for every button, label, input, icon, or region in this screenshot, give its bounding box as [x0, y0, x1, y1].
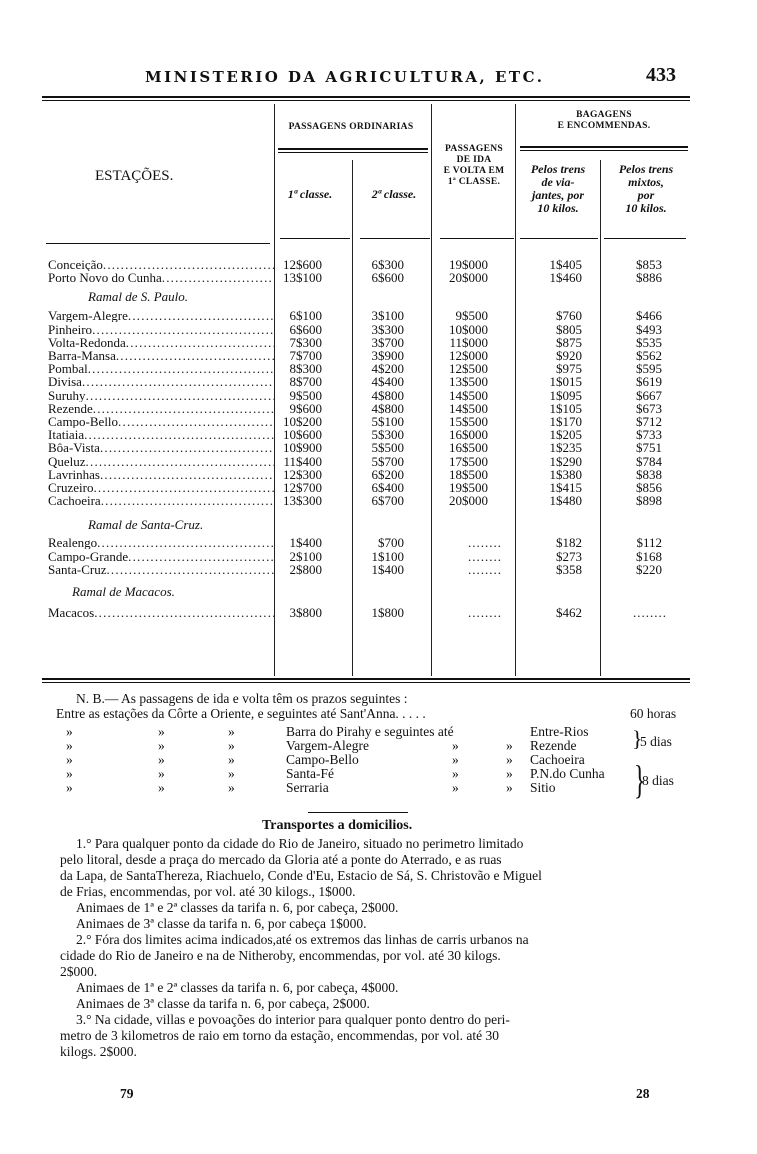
fare-cell-c3: 14$500 — [449, 387, 488, 403]
leader-dots — [106, 563, 274, 576]
header-passenger-trains — [515, 163, 601, 215]
term-8-dias: 8 dias — [642, 773, 674, 788]
route-to: P.N.do Cunha — [530, 766, 605, 781]
leader-dots — [86, 455, 274, 468]
table-row — [0, 468, 757, 481]
fare-cell-c2: 1$800 — [371, 605, 404, 620]
station-label: Vargem-Alegre — [48, 309, 128, 323]
table-row — [0, 455, 757, 468]
ditto-mark: » — [158, 738, 165, 753]
p2-line-2: cidade do Rio de Janeiro e na de Nitheroby, encommendas, por vol. até 30 kilogs. — [60, 948, 501, 963]
fare-cell-c1: 12$700 — [283, 480, 322, 495]
station-name — [48, 309, 274, 322]
header-ordinary-passages: PASSAGENS ORDINARIAS — [288, 122, 414, 132]
fare-cell-c2: 4$200 — [371, 361, 404, 377]
station-label: Macacos — [48, 606, 95, 619]
table-bottom-rule-thin — [42, 682, 690, 683]
station-name — [48, 468, 274, 481]
ditto-mark: » — [158, 752, 165, 767]
fare-cell-c5: $493 — [636, 321, 662, 337]
fare-cell-c3: 19$500 — [449, 480, 488, 495]
fare-cell-c5: $535 — [636, 334, 662, 350]
station-name — [48, 362, 274, 375]
fare-cell-c2: 5$500 — [371, 440, 404, 456]
fare-cell-c3: 19$000 — [449, 257, 488, 272]
fare-cell-c4: $975 — [556, 361, 582, 377]
section-title: Ramal de Santa-Cruz. — [88, 517, 204, 533]
section-title: Ramal de S. Paulo. — [88, 289, 189, 305]
fare-cell-c1: 12$600 — [283, 257, 322, 272]
table-row — [0, 271, 757, 284]
station-label: Barra-Mansa — [48, 349, 116, 362]
fare-cell-c3: 14$500 — [449, 400, 488, 416]
fare-cell-c3: 16$000 — [449, 427, 488, 443]
fare-cell-c2: 6$300 — [371, 257, 404, 272]
fare-cell-c2: 6$200 — [371, 466, 404, 482]
station-label: Divisa — [48, 375, 82, 389]
ditto-mark: » — [452, 766, 459, 781]
header-return-line1: PASSAGENS — [445, 144, 503, 154]
leader-dots — [82, 375, 274, 388]
station-label: Pinheiro — [48, 322, 93, 336]
fare-cell-c2: 3$100 — [371, 308, 404, 324]
fare-cell-c2: 6$700 — [371, 493, 404, 509]
leader-dots — [86, 389, 274, 402]
ordinary-rule-thin — [278, 152, 428, 153]
station-label: Itatiaia — [48, 428, 85, 442]
fare-cell-c1: 10$600 — [283, 427, 322, 443]
footer-signature-left: 79 — [120, 1086, 134, 1101]
station-name — [48, 481, 274, 494]
ditto-mark: » — [158, 766, 165, 781]
leader-dots — [128, 309, 274, 322]
fare-cell-c3: ........ — [468, 535, 502, 551]
fare-cell-c4: 1$480 — [549, 493, 582, 509]
ditto-mark: » — [506, 780, 513, 795]
p3-line-1: 3.° Na cidade, villas e povoações do interior para qualquer ponto dentro do peri- — [76, 1012, 510, 1027]
station-name — [48, 323, 274, 336]
station-name — [48, 606, 274, 619]
fare-cell-c3: ........ — [468, 548, 502, 564]
p1-line-3: da Lapa, de SantaThereza, Riachuelo, Conde d'Eu, Estacio de Sá, S. Christovão e Miguel — [60, 868, 542, 883]
fare-cell-c5: $733 — [636, 427, 662, 443]
fare-cell-c5: $853 — [636, 257, 662, 272]
header-return-passages — [432, 144, 516, 188]
fare-cell-c2: 3$900 — [371, 348, 404, 363]
fare-cell-c3: 20$000 — [449, 270, 488, 286]
fare-cell-c1: 2$100 — [289, 548, 322, 564]
fare-cell-c2: $700 — [378, 535, 404, 551]
table-row — [0, 375, 757, 388]
leader-dots — [116, 349, 274, 362]
table-row — [0, 402, 757, 415]
fare-cell-c4: 1$170 — [549, 414, 582, 429]
table-row — [0, 481, 757, 494]
note-line1: Entre as estações da Côrte a Oriente, e seguintes até Sant'Anna. . . . . — [56, 706, 426, 721]
fare-cell-c5: $751 — [636, 440, 662, 456]
leader-dots — [100, 441, 274, 454]
leader-dots — [101, 494, 274, 507]
station-name — [48, 271, 274, 284]
fare-cell-c5: $898 — [636, 493, 662, 509]
station-label: Queluz — [48, 454, 86, 468]
table-row — [0, 362, 757, 375]
table-row — [0, 336, 757, 349]
header-second-class: 2ª classe. — [371, 187, 417, 201]
baggage-rule-thin — [520, 150, 688, 151]
ditto-mark: » — [158, 780, 165, 795]
fare-cell-c4: 1$415 — [549, 480, 582, 495]
fare-cell-c4: 1$380 — [549, 466, 582, 482]
leader-dots — [92, 323, 274, 336]
leader-dots — [128, 550, 274, 563]
header-mt-line4: 10 kilos. — [625, 201, 667, 215]
table-row — [0, 389, 757, 402]
fare-cell-c5: $886 — [636, 270, 662, 286]
fare-cell-c4: 1$460 — [549, 270, 582, 286]
ditto-mark: » — [158, 724, 165, 739]
station-label: Pombal — [48, 362, 88, 376]
header-pt-line3: jantes, por — [531, 188, 584, 202]
term-5-dias: 5 dias — [640, 734, 672, 749]
fare-cell-c5: $220 — [636, 561, 662, 577]
fare-cell-c3: 9$500 — [455, 308, 488, 324]
table-row — [0, 309, 757, 322]
fare-cell-c4: 1$405 — [549, 257, 582, 272]
table-row — [0, 606, 757, 619]
fare-cell-c2: 3$700 — [371, 334, 404, 350]
station-name — [48, 375, 274, 388]
ditto-mark: » — [66, 780, 73, 795]
fare-cell-c2: 4$800 — [371, 400, 404, 416]
fare-cell-c2: 4$800 — [371, 387, 404, 403]
header-baggage — [518, 110, 690, 132]
station-label: Bôa-Vista — [48, 441, 100, 455]
station-name — [48, 336, 274, 349]
fare-cell-c1: 6$100 — [289, 308, 322, 324]
station-label: Cruzeiro — [48, 481, 94, 494]
header-baggage-line1: BAGAGENS — [576, 110, 632, 120]
col-rule-stations — [46, 243, 270, 244]
fare-cell-c1: 8$700 — [289, 374, 322, 390]
fare-cell-c3: 12$000 — [449, 348, 488, 363]
fare-cell-c2: 3$300 — [371, 321, 404, 337]
station-name — [48, 415, 274, 428]
fare-cell-c5: $466 — [636, 308, 662, 324]
table-row — [0, 349, 757, 362]
leader-dots — [118, 415, 274, 428]
leader-dots — [88, 362, 274, 375]
fare-cell-c1: 8$300 — [289, 361, 322, 377]
station-label: Lavrinhas — [48, 467, 100, 481]
fare-cell-c5: $168 — [636, 548, 662, 564]
fare-cell-c4: 1$235 — [549, 440, 582, 456]
fare-cell-c4: 1$205 — [549, 427, 582, 443]
table-row — [0, 536, 757, 549]
station-name — [48, 349, 274, 362]
ditto-mark: » — [228, 738, 235, 753]
fare-cell-c1: 10$200 — [283, 414, 322, 429]
fare-cell-c3: 18$500 — [449, 466, 488, 482]
col-rule-3 — [440, 238, 514, 239]
p1-animals-1: Animaes de 1ª e 2ª classes da tarifa n. 6, por cabeça, 2$000. — [76, 900, 399, 915]
fare-cell-c1: 9$600 — [289, 400, 322, 416]
table-row — [0, 415, 757, 428]
top-rule-thick — [42, 96, 690, 98]
leader-dots — [93, 481, 274, 494]
p2-line-1: 2.° Fóra dos limites acima indicados,até os extremos das linhas de carris urbanos na — [76, 932, 529, 947]
header-mixed-trains — [603, 163, 689, 215]
station-name — [48, 258, 274, 271]
station-label: Rezende — [48, 401, 93, 415]
station-label: Volta-Redonda — [48, 335, 126, 349]
fare-cell-c4: $875 — [556, 334, 582, 350]
station-name — [48, 494, 274, 507]
station-name — [48, 441, 274, 454]
fare-cell-c5: $619 — [636, 374, 662, 390]
p3-line-2: metro de 3 kilometros de raio em torno da estação, encommendas, por vol. até 30 — [60, 1028, 499, 1043]
col-rule-5 — [604, 238, 686, 239]
note-intro: N. B.— As passagens de ida e volta têm os prazos seguintes : — [76, 691, 408, 706]
fare-cell-c3: 17$500 — [449, 453, 488, 469]
station-label: Santa-Cruz — [48, 562, 107, 576]
header-return-line4: 1ª CLASSE. — [447, 177, 501, 187]
fare-cell-c3: ........ — [468, 605, 502, 620]
header-baggage-line2: E ENCOMMENDAS. — [557, 121, 651, 131]
brace-5-dias: } — [632, 726, 643, 751]
fare-cell-c1: 7$300 — [289, 334, 322, 350]
fare-cell-c4: 1$015 — [549, 374, 582, 390]
station-label: Conceição — [48, 258, 103, 271]
table-row — [0, 494, 757, 507]
baggage-rule — [520, 146, 688, 148]
route-from: Santa-Fé — [286, 766, 334, 781]
leader-dots — [100, 468, 274, 481]
p2-animals-2: Animaes de 3ª classe da tarifa n. 6, por cabeça, 2$000. — [76, 996, 370, 1011]
brace-8-dias: } — [633, 757, 646, 802]
station-label: Porto Novo do Cunha — [48, 271, 162, 285]
station-label: Campo-Bello — [48, 415, 119, 428]
station-name — [48, 563, 274, 576]
fare-cell-c2: 5$100 — [371, 414, 404, 429]
leader-dots — [84, 428, 274, 441]
fare-cell-c2: 5$700 — [371, 453, 404, 469]
top-rule-thin — [42, 100, 690, 101]
station-name — [48, 428, 274, 441]
station-name — [48, 402, 274, 415]
col-rule-4 — [520, 238, 598, 239]
ditto-mark: » — [452, 780, 459, 795]
fare-cell-c1: 13$300 — [283, 493, 322, 509]
fare-cell-c5: $562 — [636, 348, 662, 363]
section-title: Ramal de Macacos. — [72, 584, 175, 599]
fare-cell-c4: $462 — [556, 605, 582, 620]
fare-cell-c5: $112 — [636, 535, 662, 551]
page-header-title: MINISTERIO DA AGRICULTURA, ETC. — [145, 68, 545, 86]
header-first-class: 1ª classe. — [287, 187, 333, 201]
fare-cell-c4: 1$095 — [549, 387, 582, 403]
ditto-mark: » — [66, 724, 73, 739]
station-name — [48, 536, 274, 549]
fare-cell-c4: $805 — [556, 321, 582, 337]
route-to: Entre-Rios — [530, 724, 589, 739]
ditto-mark: » — [228, 752, 235, 767]
fare-cell-c5: $856 — [636, 480, 662, 495]
ordinary-rule — [278, 148, 428, 150]
ditto-mark: » — [228, 780, 235, 795]
ditto-mark: » — [506, 752, 513, 767]
fare-cell-c4: $182 — [556, 535, 582, 551]
fare-cell-c2: 1$400 — [371, 561, 404, 577]
header-pt-line4: 10 kilos. — [537, 201, 579, 215]
ditto-mark: » — [228, 724, 235, 739]
p1-line-2: pelo litoral, desde a praça do mercado da Gloria até a ponte do Aterrado, e as ruas — [60, 852, 502, 867]
fare-cell-c5: $784 — [636, 453, 662, 469]
fare-cell-c2: 6$400 — [371, 480, 404, 495]
header-return-line2: DE IDA — [456, 155, 492, 165]
route-from: Campo-Bello — [286, 752, 359, 767]
table-bottom-rule — [42, 678, 690, 680]
fare-cell-c2: 6$600 — [371, 270, 404, 286]
page-number: 433 — [646, 64, 676, 86]
ditto-mark: » — [66, 766, 73, 781]
transport-heading: Transportes a domicilios. — [262, 818, 413, 833]
route-to: Cachoeira — [530, 752, 585, 767]
fare-cell-c5: $712 — [636, 414, 662, 429]
col-rule-2 — [360, 238, 430, 239]
fare-cell-c4: $273 — [556, 548, 582, 564]
ditto-mark: » — [228, 766, 235, 781]
table-row — [0, 441, 757, 454]
fare-cell-c5: $838 — [636, 466, 662, 482]
note-line1-term: 60 horas — [630, 706, 677, 721]
fare-cell-c1: 11$400 — [283, 453, 322, 469]
table-row — [0, 323, 757, 336]
fare-cell-c4: 1$105 — [549, 400, 582, 416]
leader-dots — [103, 258, 274, 271]
ditto-mark: » — [452, 752, 459, 767]
leader-dots — [93, 402, 274, 415]
fare-cell-c2: 1$100 — [371, 548, 404, 564]
fare-cell-c3: 12$500 — [449, 361, 488, 377]
fare-cell-c3: 11$000 — [449, 334, 488, 350]
fare-cell-c3: 10$000 — [449, 321, 488, 337]
fare-cell-c1: 2$800 — [289, 561, 322, 577]
ditto-mark: » — [66, 738, 73, 753]
fare-cell-c5: $667 — [636, 387, 662, 403]
fare-cell-c1: 10$900 — [283, 440, 322, 456]
ditto-mark: » — [66, 752, 73, 767]
table-row — [0, 550, 757, 563]
fare-cell-c5: ........ — [633, 605, 667, 620]
route-to: Sitio — [530, 780, 556, 795]
leader-dots — [94, 606, 274, 619]
fare-cell-c2: 4$400 — [371, 374, 404, 390]
fare-cell-c1: 13$100 — [283, 270, 322, 286]
table-row — [0, 428, 757, 441]
leader-dots — [126, 336, 274, 349]
header-pt-line2: de via- — [541, 175, 575, 189]
fare-cell-c5: $595 — [636, 361, 662, 377]
fare-cell-c4: $760 — [556, 308, 582, 324]
header-pt-line1: Pelos trens — [530, 162, 586, 176]
station-label: Realengo — [48, 536, 98, 550]
fare-cell-c1: 1$400 — [289, 535, 322, 551]
fare-cell-c4: $920 — [556, 348, 582, 363]
station-name — [48, 389, 274, 402]
route-from: Barra do Pirahy e seguintes até — [286, 724, 454, 739]
fare-cell-c4: $358 — [556, 561, 582, 577]
route-from: Serraria — [286, 780, 329, 795]
station-label: Suruhy — [48, 388, 86, 402]
fare-cell-c3: 20$000 — [449, 493, 488, 509]
station-label: Cachoeira — [48, 494, 101, 508]
p1-animals-2: Animaes de 3ª classe da tarifa n. 6, por cabeça 1$000. — [76, 916, 367, 931]
p2-animals-1: Animaes de 1ª e 2ª classes da tarifa n. 6, por cabeça, 4$000. — [76, 980, 399, 995]
p1-line-4: de Frias, encommendas, por vol. até 30 kilogs., 1$000. — [60, 884, 356, 899]
fare-cell-c1: 12$300 — [283, 466, 322, 482]
fare-cell-c1: 9$500 — [289, 387, 322, 403]
col-rule-1 — [280, 238, 350, 239]
fare-cell-c4: 1$290 — [549, 453, 582, 469]
fare-cell-c3: 15$500 — [449, 414, 488, 429]
fare-cell-c1: 6$600 — [289, 321, 322, 337]
table-row — [0, 563, 757, 576]
p3-line-3: kilogs. 2$000. — [60, 1044, 137, 1059]
header-return-line3: E VOLTA EM — [443, 166, 505, 176]
header-stations: ESTAÇÕES. — [95, 168, 174, 184]
fare-cell-c5: $673 — [636, 400, 662, 416]
fare-cell-c3: ........ — [468, 561, 502, 577]
p2-line-3: 2$000. — [60, 964, 98, 979]
station-name — [48, 455, 274, 468]
p1-line-1: 1.° Para qualquer ponto da cidade do Rio de Janeiro, situado no perimetro limitado — [76, 836, 524, 851]
ditto-mark: » — [506, 766, 513, 781]
header-mt-line1: Pelos trens — [618, 162, 674, 176]
route-to: Rezende — [530, 738, 577, 753]
station-label: Campo-Grande — [48, 549, 129, 563]
footer-signature-right: 28 — [636, 1086, 650, 1101]
ditto-mark: » — [452, 738, 459, 753]
leader-dots — [162, 271, 274, 284]
fare-cell-c3: 16$500 — [449, 440, 488, 456]
fare-cell-c1: 3$800 — [289, 605, 322, 620]
fare-cell-c1: 7$700 — [289, 348, 322, 363]
fare-cell-c2: 5$300 — [371, 427, 404, 443]
fare-cell-c3: 13$500 — [449, 374, 488, 390]
header-mt-line3: por — [637, 188, 655, 202]
section-divider — [308, 812, 408, 813]
header-mt-line2: mixtos, — [628, 175, 664, 189]
station-name — [48, 550, 274, 563]
route-from: Vargem-Alegre — [286, 738, 369, 753]
leader-dots — [97, 536, 274, 549]
ditto-mark: » — [506, 738, 513, 753]
table-row — [0, 258, 757, 271]
transport-paragraph-1 — [60, 836, 700, 1060]
